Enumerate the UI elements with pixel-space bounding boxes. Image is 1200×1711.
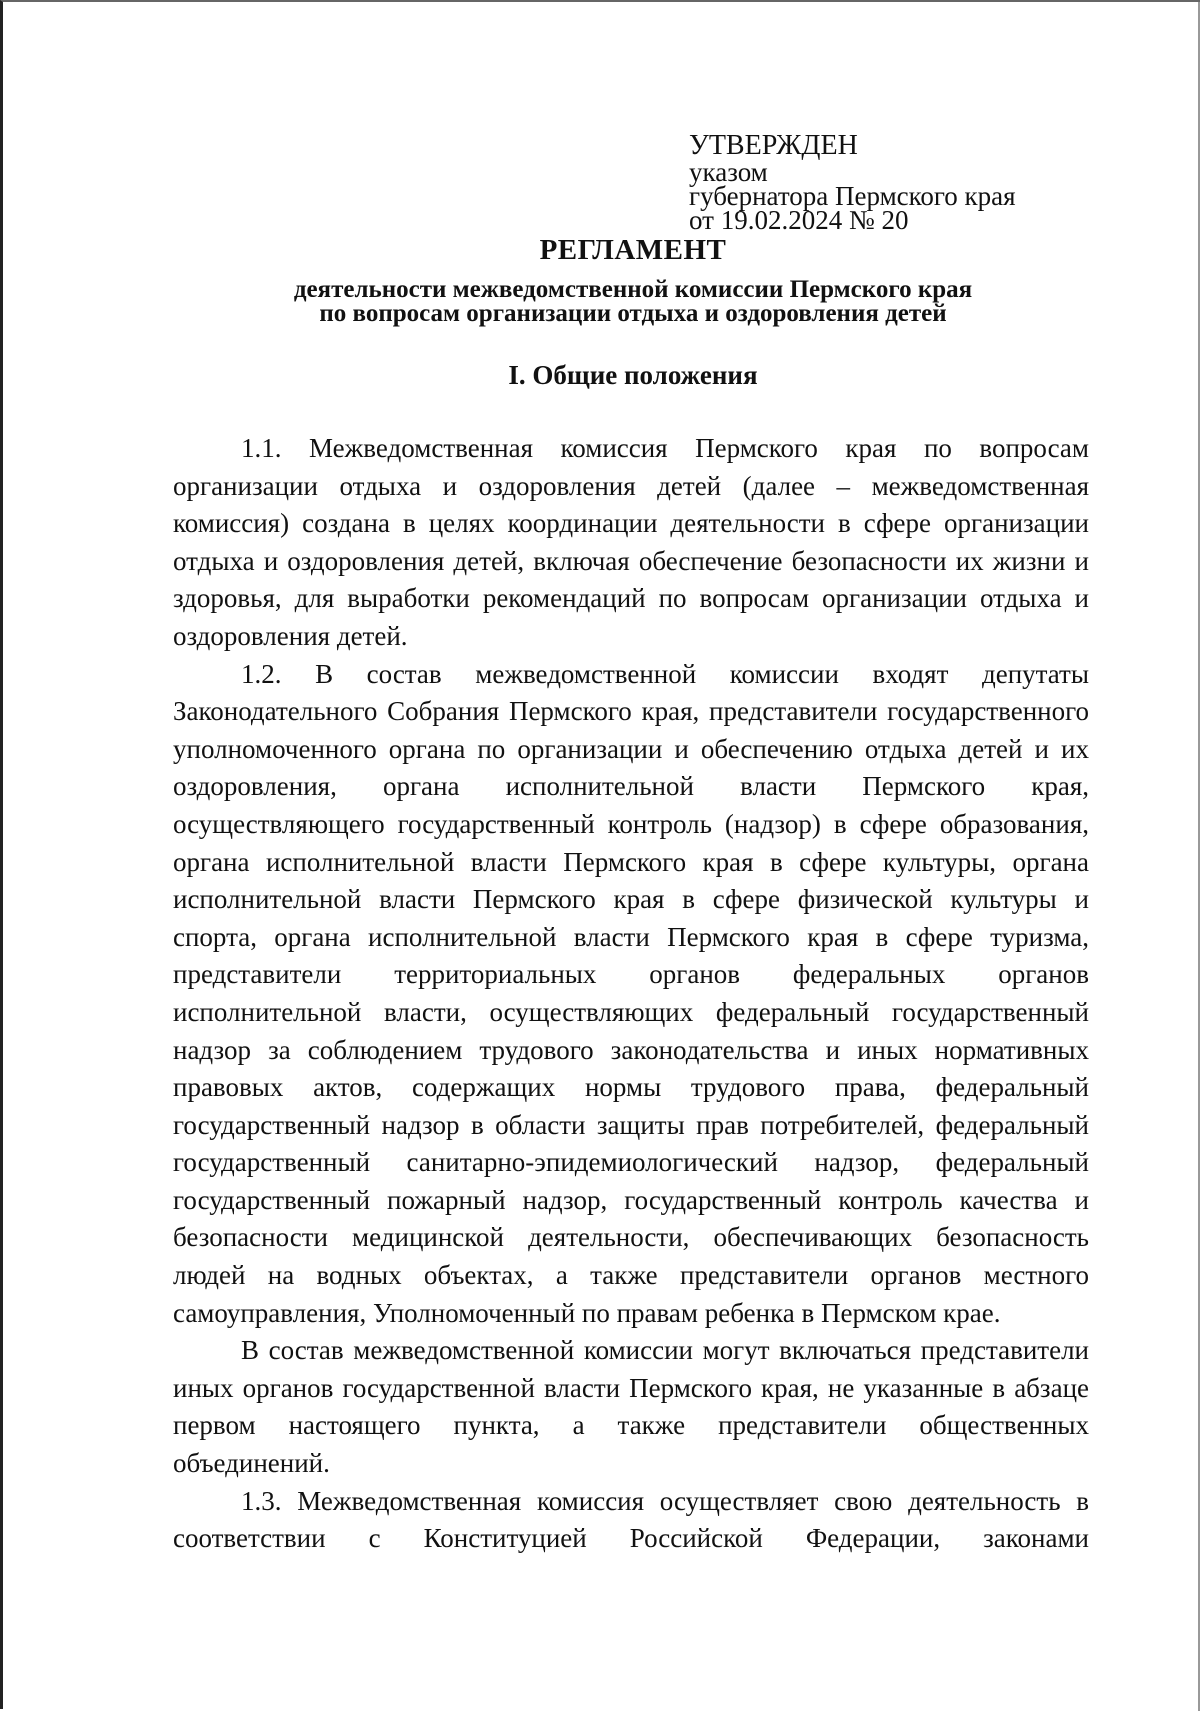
paragraph-1-2: 1.2. В состав межведомственной комиссии входят депутаты Законодательного Собрания Пермского края, представители государственного уполномоченного органа по организации и обеспечению отдыха детей и их оздоровления, органа исполнительной власти Пермского края, осуществляющего государственный контроль (надзор) в сфере образования, органа исполнительной власти Пермского края в сфере культуры, органа исполнительной власти Пермского края в сфере физической культуры и спорта, органа исполнительной власти Пермского края в сфере туризма, представители территориальных органов федеральных органов исполнительной власти, осуществляющих федеральный государственный надзор за соблюдением трудового законодательства и иных нормативных правовых актов, содержащих нормы трудового права, федеральный государственный надзор в области защиты прав потребителей, федеральный государственный санитарно-эпидемиологический надзор, федеральный государственный пожарный надзор, государственный контроль качества и безопасности медицинской деятельности, обеспечивающих безопасность людей на водных объектах, а также представители органов местного самоуправления, Уполномоченный по правам ребенка в Пермском крае.	[173, 658, 1089, 1328]
paragraph-1-1: 1.1. Межведомственная комиссия Пермского края по вопросам организации отдыха и оздоровления детей (далее – межведомственная комиссия) создана в целях координации деятельности в сфере организации отдыха и оздоровления детей, включая обеспечение безопасности их жизни и здоровья, для выработки рекомендаций по вопросам организации отдыха и оздоровления детей.	[173, 433, 1089, 651]
paragraph-1-2-second: В состав межведомственной комиссии могут включаться представители иных органов государственной власти Пермского края, не указанные в абзаце первом настоящего пункта, а также представители общественных объединений.	[173, 1335, 1089, 1479]
approval-line-decree: указом	[689, 157, 768, 187]
paragraph-1-3: 1.3. Межведомственная комиссия осуществляет свою деятельность в соответствии с Конституцией Российской Федерации, законами	[173, 1485, 1089, 1554]
section-heading: I. Общие положения	[508, 360, 758, 390]
subtitle-line-2: по вопросам организации отдыха и оздоровления детей	[319, 300, 947, 327]
document-body	[173, 430, 1089, 1558]
approval-stamp	[689, 130, 1016, 235]
approval-line-date: от 19.02.2024 № 20	[689, 205, 909, 235]
approval-line-approved: УТВЕРЖДЕН	[689, 130, 858, 161]
approval-line-governor: губернатора Пермского края	[689, 181, 1016, 211]
document-subtitle	[3, 278, 1200, 326]
document-title: РЕГЛАМЕНТ	[539, 234, 727, 266]
subtitle-line-1: деятельности межведомственной комиссии Пермского края	[293, 276, 973, 303]
